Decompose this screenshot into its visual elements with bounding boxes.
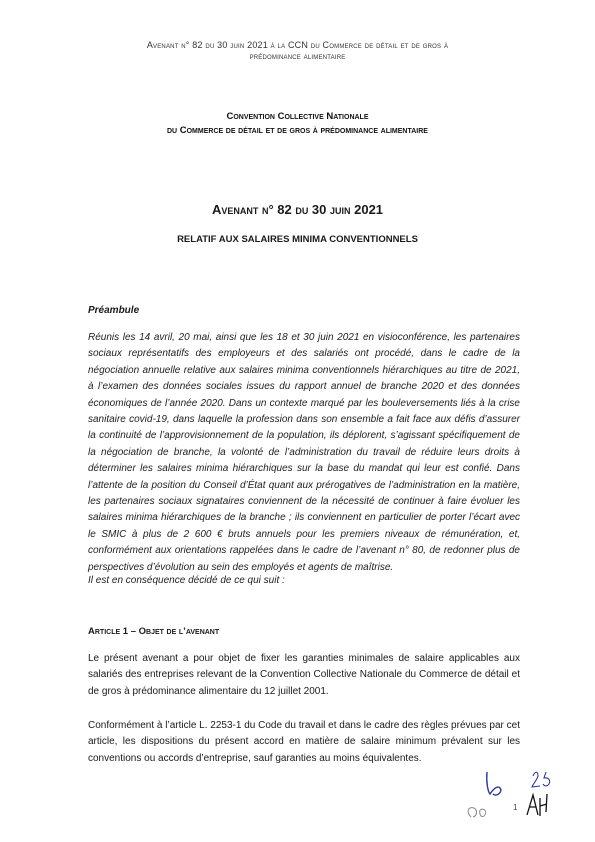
page-number: 1 (513, 803, 518, 812)
article-1-paragraph-2: Conformément à l’article L. 2253-1 du Code du travail et dans le cadre des règles prévues par cet article, les dispositions du présent accord en matière de salaire minimum prévalent sur les conventions ou accords d’entreprise, sauf garanties au moins équivalentes. (88, 720, 520, 764)
article-1-paragraph-1: Le présent avenant a pour objet de fixer les garanties minimales de salaire applicables aux salariés des entreprises relevant de la Convention Collective Nationale du Commerce de détail et de gros à prédominance alimentaire du 12 juillet 2001. (88, 653, 520, 697)
article-1-heading: Article 1 – Objet de l’avenant (88, 626, 220, 637)
preamble-text: Réunis les 14 avril, 20 mai, ainsi que les 18 et 30 juin 2021 en visioconférence, les partenaires sociaux représentatifs des employeurs et des salariés ont procédé, dans le cadre de la négociation annuelle relative aux salaires minima conventionnels hiérarchiques au titre de 2021, à l’examen des données sociales issues du rapport annuel de branche 2020 et des données économiques de l’année 2020. Dans un contexte marqué par les bouleversements liés à la crise sanitaire covid-19, dans laquelle la profession dans son ensemble a fait face aux défis d’assurer la continuité de l’approvisionnement de la population, ils déplorent, s’agissant spécifiquement de la négociation de branche, la volonté de l’administration du travail de réduire leurs droits à déterminer les salaires minima hiérarchiques sur la base du mandat qui leur est confié. Dans l’attente de la position du Conseil d’État quant aux prérogatives de l’administration en la matière, les partenaires sociaux signataires conviennent de la nécessité de continuer à faire évoluer les salaires minima hiérarchiques de la branche ; ils conviennent en particulier de porter l’écart avec le SMIC à plus de 2 600 € bruts annuels pour les premiers niveaux de rémunération, et, conformément aux orientations rappelées dans le cadre de l’avenant n° 80, de redonner plus de perspectives d’évolution au sein des employés et agents de maîtrise. (88, 332, 520, 573)
avenant-subtitle: RELATIF AUX SALAIRES MINIMA CONVENTIONNELS (177, 234, 418, 245)
convention-title-line2: du Commerce de détail et de gros à prédominance alimentaire (167, 125, 428, 136)
decision-statement: Il est en conséquence décidé de ce qui suit : (88, 575, 285, 586)
initial-mark-h (540, 794, 547, 816)
initial-mark-faint (468, 808, 485, 817)
initial-mark-a (527, 795, 538, 815)
running-header-line2: prédominance alimentaire (249, 51, 346, 61)
preamble-heading: Préambule (88, 305, 140, 316)
initial-scribble-2 (532, 772, 540, 787)
avenant-title: Avenant n° 82 du 30 juin 2021 (211, 202, 384, 217)
running-header (60, 40, 535, 62)
running-header-line1: Avenant n° 82 du 30 juin 2021 à la CCN du Commerce de détail et de gros à (146, 40, 449, 50)
convention-title (60, 110, 535, 138)
convention-title-line1: Convention Collective Nationale (226, 111, 369, 122)
initial-scribble-1 (487, 772, 501, 795)
initial-scribble-3 (543, 772, 550, 786)
